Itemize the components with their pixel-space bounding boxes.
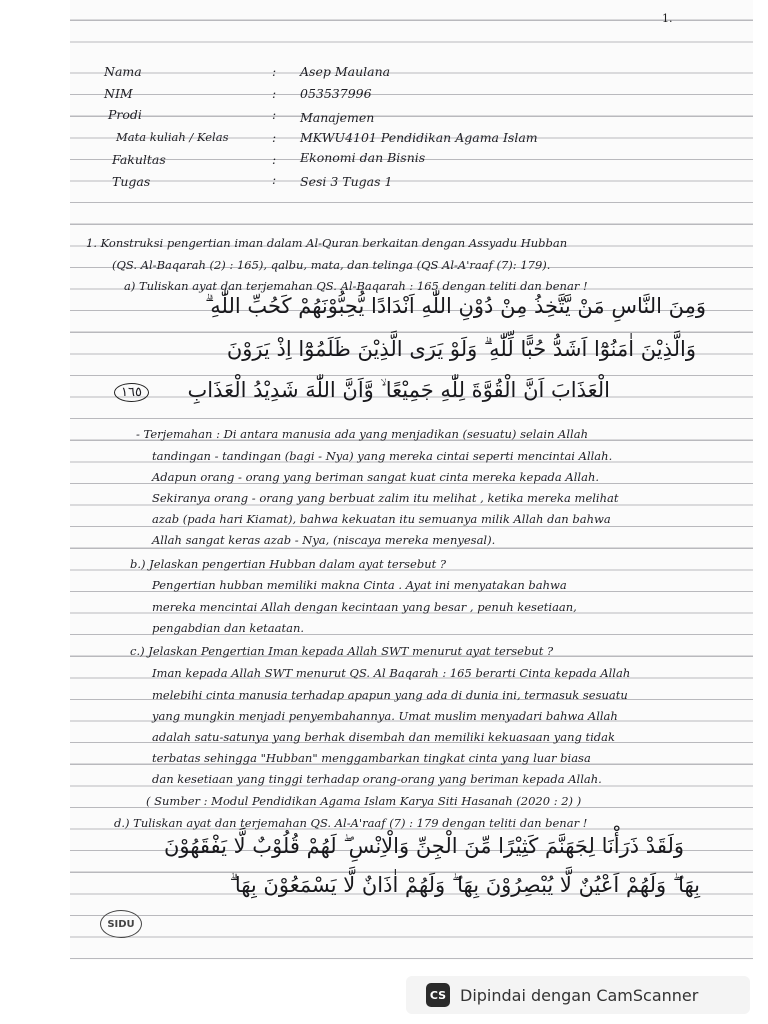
q1b-prompt: b.) Jelaskan pengertian Hubban dalam ayat tersebut ? — [130, 557, 447, 571]
q1c-prompt: c.) Jelaskan Pengertian Iman kepada Allah SWT menurut ayat tersebut ? — [130, 644, 554, 658]
fakultas-value: Ekonomi dan Bisnis — [300, 150, 426, 165]
prodi-label: Prodi — [108, 107, 142, 122]
camscanner-watermark — [406, 976, 750, 1014]
colon: : — [272, 152, 277, 167]
colon: : — [272, 172, 277, 187]
terjemahan-line: Allah sangat keras azab - Nya, (niscaya mereka menyesal). — [152, 533, 496, 547]
q1-line1: 1. Konstruksi pengertian iman dalam Al-Quran berkaitan dengan Assyadu Hubban — [86, 236, 568, 250]
q1b-answer-line: pengabdian dan ketaatan. — [152, 621, 305, 635]
terjemahan-line: azab (pada hari Kiamat), bahwa kekuatan itu semuanya milik Allah dan bahwa — [152, 512, 611, 526]
ayah-number-marker: ١٦٥ — [114, 383, 149, 402]
arabic-line-1: وَمِنَ النَّاسِ مَنْ يَّتَّخِذُ مِنْ دُوْنِ اللّٰهِ اَنْدَادًا يُّحِبُّوْنَهُمْ كَحُبِّ اللّٰهِ ۗ — [205, 294, 706, 318]
camscanner-text: Dipindai dengan CamScanner — [460, 985, 699, 1005]
sidu-stamp-logo: SIDU — [100, 910, 142, 938]
q1c-answer-line: terbatas sehingga "Hubban" menggambarkan tingkat cinta yang luar biasa — [152, 751, 591, 765]
terjemahan-line: Adapun orang - orang yang beriman sangat kuat cinta mereka kepada Allah. — [152, 470, 600, 484]
colon: : — [272, 64, 277, 79]
colon: : — [272, 107, 277, 122]
terjemahan-line: Sekiranya orang - orang yang berbuat zalim itu melihat , ketika mereka melihat — [152, 491, 619, 505]
arabic-line-3: الْعَذَابَ اَنَّ الْقُوَّةَ لِلّٰهِ جَمِيْعًا ۙ وَّاَنَّ اللّٰهَ شَدِيْدُ الْعَذَابِ — [187, 378, 610, 402]
colon: : — [272, 130, 277, 145]
page-number: 1. — [662, 12, 673, 25]
mata-kuliah-value: MKWU4101 Pendidikan Agama Islam — [300, 130, 538, 145]
mata-kuliah-label: Mata kuliah / Kelas — [116, 130, 229, 144]
q1-line2: (QS. Al-Baqarah (2) : 165), qalbu, mata, dan telinga (QS Al-A'raaf (7): 179). — [112, 258, 551, 272]
q1c-answer-line: dan kesetiaan yang tinggi terhadap orang-orang yang beriman kepada Allah. — [152, 772, 602, 786]
nama-label: Nama — [104, 64, 142, 79]
arabic-line-4: وَلَقَدْ ذَرَأْنَا لِجَهَنَّمَ كَثِيْرًا مِّنَ الْجِنِّ وَالْاِنْسِ ۖ لَهُمْ قُلُوْبٌ لَّا يَفْقَهُوْنَ — [163, 834, 684, 858]
tugas-label: Tugas — [112, 174, 151, 189]
q1c-answer-line: Iman kepada Allah SWT menurut QS. Al Baqarah : 165 berarti Cinta kepada Allah — [152, 666, 631, 680]
arabic-line-2: وَالَّذِيْنَ اٰمَنُوْٓا اَشَدُّ حُبًّا لِّلّٰهِ ۗ وَلَوْ يَرَى الَّذِيْنَ ظَلَمُوْٓا اِذْ يَرَوْنَ — [226, 337, 696, 361]
nim-label: NIM — [104, 86, 133, 101]
q1c-answer-line: yang mungkin menjadi penyembahannya. Umat muslim menyadari bahwa Allah — [152, 709, 618, 723]
nim-value: 053537996 — [300, 86, 372, 101]
q1c-answer-line: adalah satu-satunya yang berhak disembah dan memiliki kekuasaan yang tidak — [152, 730, 615, 744]
q1c-source: ( Sumber : Modul Pendidikan Agama Islam Karya Siti Hasanah (2020 : 2) ) — [146, 794, 582, 808]
arabic-line-5: بِهَا ۖ وَلَهُمْ اَعْيُنٌ لَّا يُبْصِرُوْنَ بِهَا ۖ وَلَهُمْ اٰذَانٌ لَّا يَسْمَعُوْنَ بِهَا ۗ — [229, 873, 700, 897]
camscanner-icon: CS — [426, 983, 450, 1007]
q1c-answer-line: melebihi cinta manusia terhadap apapun yang ada di dunia ini, termasuk sesuatu — [152, 688, 628, 702]
q1b-answer-line: mereka mencintai Allah dengan kecintaan yang besar , penuh kesetiaan, — [152, 600, 577, 614]
tugas-value: Sesi 3 Tugas 1 — [300, 174, 393, 189]
terjemahan-line: tandingan - tandingan (bagi - Nya) yang mereka cintai seperti mencintai Allah. — [152, 449, 613, 463]
fakultas-label: Fakultas — [112, 152, 166, 167]
terjemahan-line: - Terjemahan : Di antara manusia ada yang menjadikan (sesuatu) selain Allah — [136, 427, 588, 441]
q1d-prompt: d.) Tuliskan ayat dan terjemahan QS. Al-A'raaf (7) : 179 dengan teliti dan benar ! — [114, 816, 588, 830]
nama-value: Asep Maulana — [300, 64, 391, 79]
q1b-answer-line: Pengertian hubban memiliki makna Cinta . Ayat ini menyatakan bahwa — [152, 578, 567, 592]
q1a-prompt: a) Tuliskan ayat dan terjemahan QS. Al-Baqarah : 165 dengan teliti dan benar ! — [124, 279, 588, 293]
colon: : — [272, 86, 277, 101]
prodi-value: Manajemen — [300, 110, 375, 125]
